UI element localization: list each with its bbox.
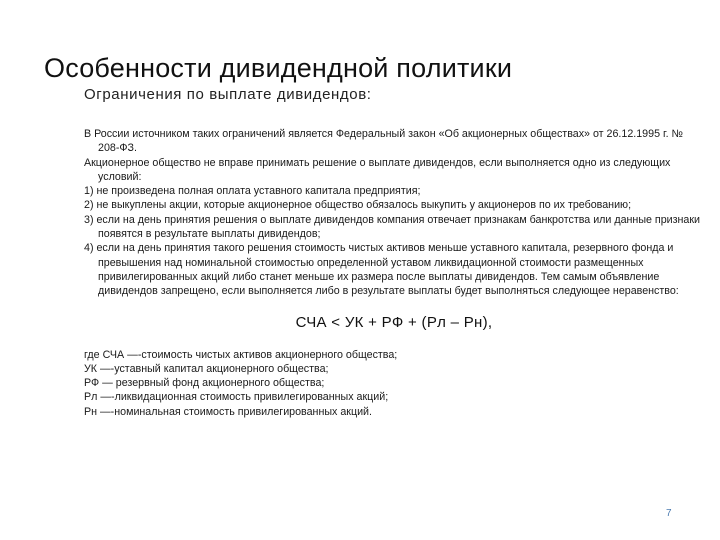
legend-line-uk: УК —-уставный капитал акционерного общества; — [84, 362, 329, 375]
paragraph-law-source: В России источником таких ограничений является Федеральный закон «Об акционерных обществах» от 26.12.1995 г. № 208-ФЗ. — [84, 128, 683, 155]
legend-line-rf: РФ — резервный фонд акционерного общества; — [84, 377, 325, 390]
slide-title: Особенности дивидендной политики — [44, 53, 513, 83]
legend-line-rn: Рн —-номинальная стоимость привилегированных акций. — [84, 405, 372, 418]
condition-3: 3) если на день принятия решения о выплате дивидендов компания отвечает признакам банкротства или данные признаки появятся в результате выплаты дивидендов; — [84, 213, 701, 241]
condition-1: 1) не произведена полная оплата уставного капитала предприятия; — [84, 185, 421, 198]
legend-line-scha: где СЧА —-стоимость чистых активов акционерного общества; — [84, 348, 398, 361]
slide-body — [84, 127, 704, 419]
page-number: 7 — [666, 508, 672, 519]
legend-line-rl: Рл —-ликвидационная стоимость привилегированных акций; — [84, 391, 389, 404]
inequality-formula: СЧА < УК + РФ + (Рл – Рн), — [295, 313, 493, 331]
condition-2: 2) не выкуплены акции, которые акционерное общество обязалось выкупить у акционеров по их требованию; — [84, 199, 632, 212]
slide-subtitle: Ограничения по выплате дивидендов: — [84, 86, 372, 103]
formula-legend — [84, 348, 704, 419]
condition-4: 4) если на день принятия такого решения стоимость чистых активов меньше уставного капитала, резервного фонда и превышения над номинальной стоимостью определенной уставом ликвидационной стоимости размещенных привилегированных акций либо станет меньше их размера после выплаты дивидендов. Тем самым объявление дивидендов запрещено, если выполняется либо в результате выплаты будет выполняться следующее неравенство: — [84, 242, 679, 298]
paragraph-prohibition-intro: Акционерное общество не вправе принимать решение о выплате дивидендов, если выполняется одно из следующих условий: — [84, 156, 671, 183]
